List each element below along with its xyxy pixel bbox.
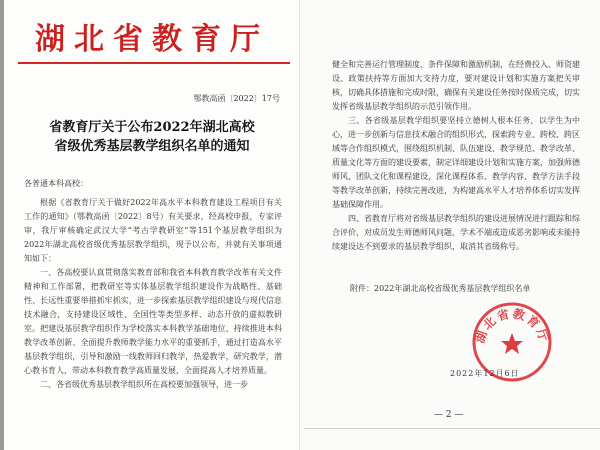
addressee: 各普通本科高校： <box>24 179 88 188</box>
paragraph-item-3: 三、各省级基层教学组织要坚持立德树人根本任务，以学生为中心，进一步创新与信息技术融合的组织形式，探索跨专业、跨校、跨区域等合作组织模式，围绕组织机制、队伍建设、教学规范、教学改革、质量文化等方面的建设要素，制定详细建设计划和实施方案，加强师德师风、团队文化和课程建设，深化课程体系、教学内容、教学方法手段等教学改革创新，持续完善改进，为构建高水平人才培养体系切实发挥基础保障作用。 <box>332 116 580 209</box>
paragraph-item-2-start: 二、各省级优秀基层教学组织所在高校要加强领导，进一步 <box>40 380 248 389</box>
paragraph-item-1: 一、各高校要认真贯彻落实教育部和我省本科教育教学改革有关文件精神和工作部署，把教研室等实体基层教学组织建设作为战略性、基础性、长远性重要举措抓牢抓实，进一步探索基层教学组织建设与现代信息技术融合，支持建设区域性、全国性等类型多样、动态开放的虚拟教研室。把建设基层教学组织作为学校落实本科教学基础地位、持续推进本科教学改革创新、全面提升教师教学能力水平的重要抓手，通过打造高水平基层教学组织，引导和激励一线教师回归教学，热爱教学，研究教学，潜心教书育人，带动本科教育教学高质量发展，全面提高人才培养质量。 <box>24 268 282 375</box>
document-title <box>24 118 280 156</box>
document-number: 鄂教高函〔2022〕17号 <box>193 94 280 103</box>
seal-star-icon <box>501 333 523 354</box>
masthead-red-rule <box>18 62 290 64</box>
left-page <box>4 0 300 450</box>
issue-date: 2022年12月6日 <box>450 369 520 378</box>
paragraph-intro: 根据《省教育厅关于做好2022年高水平本科教育建设工程项目有关工作的通知》（鄂教高函〔2022〕8号）有关要求，经高校申报，专家评审，我厅审核确定武汉大学“考古学教研室”等151个基层教学组织为2022年湖北高校省级优秀基层教学组织，现予以公布，并就有关事项通知如下： <box>24 198 282 263</box>
left-body-text <box>24 196 282 392</box>
paragraph-item-2-cont: 健全和完善运行管理制度、条件保障和激励机制，在经费投入、师资建设、政策扶持等方面加大支持力度，要对建设计划和实施方案把关审核，切确具体措施和完成时限，确保有关建设任务按时保质完成，切实发挥省级基层教学组织的示范引领作用。 <box>332 60 580 111</box>
right-body-text <box>332 58 580 254</box>
masthead-title: 湖北省教育厅 <box>35 22 269 57</box>
document-title-line-2: 省级优秀基层教学组织名单的通知 <box>54 139 250 154</box>
attachment-line: 附件：2022年湖北高校省级优秀基层教学组织名单 <box>350 284 531 293</box>
seal-text: 湖北省教育厅 <box>472 306 552 345</box>
paragraph-item-4: 四、省教育厅将对省级基层教学组织的建设进展情况进行跟踪和综合评价，对成员发生师德师风问题、学术不端或造成恶劣影响或未能持续建设达不到要求的基层教学组织，取消其省级称号。 <box>332 214 580 251</box>
footer-rule <box>304 428 600 429</box>
page-number: — 2 — <box>434 410 464 420</box>
document-title-line-1: 省教育厅关于公布2022年湖北高校 <box>49 120 255 135</box>
